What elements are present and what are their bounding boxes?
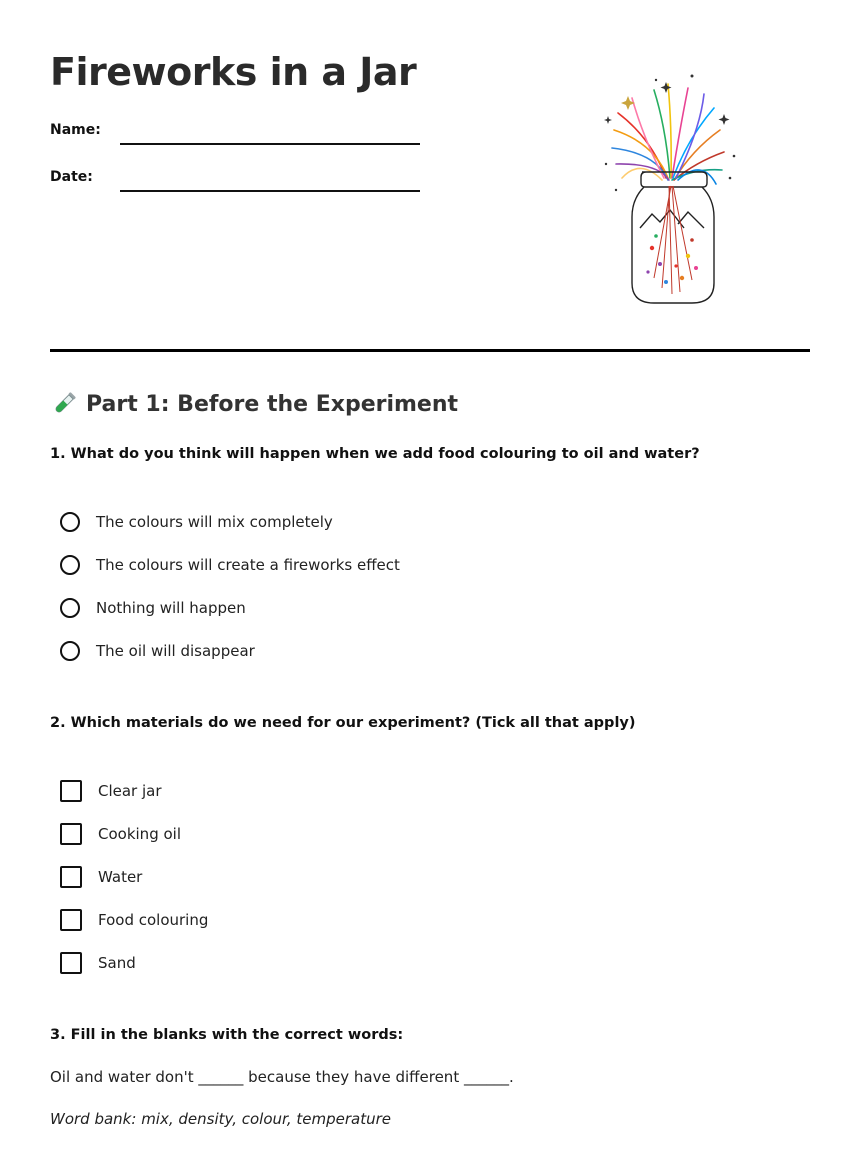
option-label: Nothing will happen [96,599,246,617]
radio-button[interactable] [60,641,80,661]
option-label: Clear jar [98,782,162,800]
q2-option-clear-jar[interactable] [60,779,162,803]
q1-option-2[interactable] [60,553,400,577]
checkbox[interactable] [60,952,82,974]
option-label: The oil will disappear [96,642,255,660]
word-bank: Word bank: mix, density, colour, temperature [50,1110,391,1128]
fireworks-jar-illustration [596,68,746,313]
date-label: Date: [50,169,93,185]
name-label: Name: [50,122,101,138]
fill-in-sentence: Oil and water don't ______ because they have different ______. [50,1068,514,1086]
q2-option-food-colouring[interactable] [60,908,208,932]
date-field[interactable] [120,190,420,192]
question-2: 2. Which materials do we need for our experiment? (Tick all that apply) [50,715,636,731]
option-label: Cooking oil [98,825,181,843]
checkbox[interactable] [60,780,82,802]
option-label: Sand [98,954,136,972]
page-title: Fireworks in a Jar [50,50,417,94]
option-label: The colours will create a fireworks effect [96,556,400,574]
checkbox[interactable] [60,823,82,845]
checkbox[interactable] [60,909,82,931]
q1-option-3[interactable] [60,596,246,620]
radio-button[interactable] [60,598,80,618]
q2-option-water[interactable] [60,865,142,889]
q2-option-sand[interactable] [60,951,136,975]
question-3: 3. Fill in the blanks with the correct words: [50,1027,404,1043]
q1-option-4[interactable] [60,639,255,663]
option-label: Water [98,868,143,886]
section-divider [50,349,810,352]
name-field[interactable] [120,143,420,145]
part1-heading [50,390,458,418]
question-1: 1. What do you think will happen when we add food colouring to oil and water? [50,446,700,462]
option-label: Food colouring [98,911,209,929]
radio-button[interactable] [60,555,80,575]
q1-option-1[interactable] [60,510,333,534]
q2-option-cooking-oil[interactable] [60,822,181,846]
checkbox[interactable] [60,866,82,888]
test-tube-icon [50,390,78,418]
part1-title: Part 1: Before the Experiment [86,391,459,417]
option-label: The colours will mix completely [96,513,333,531]
radio-button[interactable] [60,512,80,532]
